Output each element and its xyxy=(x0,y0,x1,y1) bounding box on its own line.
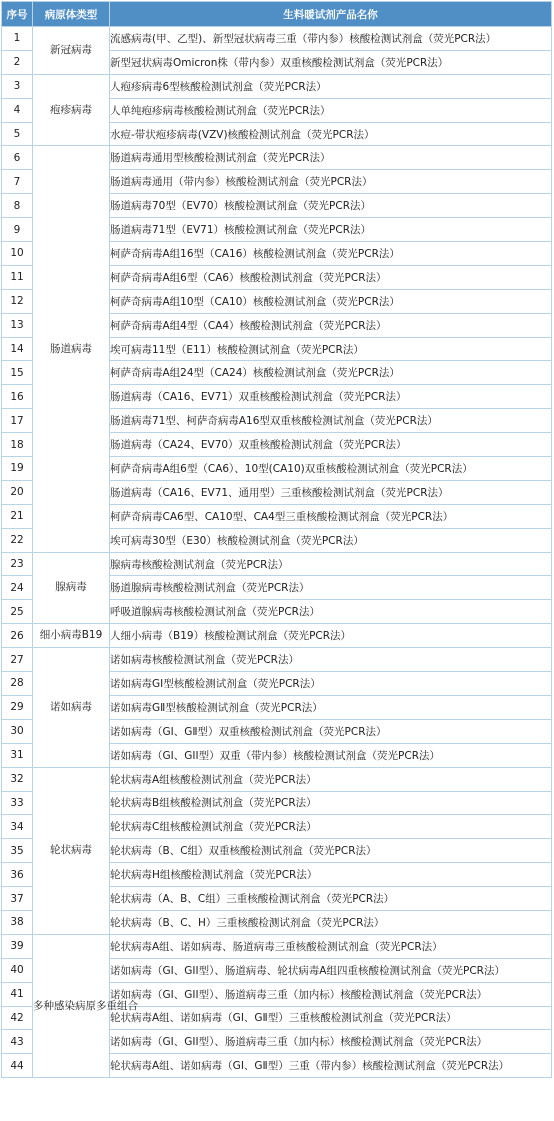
row-seq: 42 xyxy=(2,1006,33,1030)
product-name: 水痘-带状疱疹病毒(VZV)核酸检测试剂盒（荧光PCR法） xyxy=(110,122,552,146)
row-seq: 39 xyxy=(2,934,33,958)
row-seq: 35 xyxy=(2,839,33,863)
row-seq: 10 xyxy=(2,242,33,266)
row-seq: 17 xyxy=(2,409,33,433)
row-seq: 30 xyxy=(2,719,33,743)
product-name: 人单纯疱疹病毒核酸检测试剂盒（荧光PCR法） xyxy=(110,98,552,122)
pathogen-category: 诺如病毒 xyxy=(33,648,110,767)
pathogen-category: 细小病毒B19 xyxy=(33,624,110,648)
table-row xyxy=(2,146,552,170)
product-name: 流感病毒(甲、乙型)、新型冠状病毒三重（带内参）核酸检测试剂盒（荧光PCR法） xyxy=(110,27,552,51)
row-seq: 13 xyxy=(2,313,33,337)
row-seq: 15 xyxy=(2,361,33,385)
table-row xyxy=(2,648,552,672)
product-name: 轮状病毒A组、诺如病毒（GⅠ、GⅡ型）三重核酸检测试剂盒（荧光PCR法） xyxy=(110,1006,552,1030)
product-name: 柯萨奇病毒A组24型（CA24）核酸检测试剂盒（荧光PCR法） xyxy=(110,361,552,385)
row-seq: 26 xyxy=(2,624,33,648)
row-seq: 44 xyxy=(2,1054,33,1078)
product-name: 柯萨奇病毒A组10型（CA10）核酸检测试剂盒（荧光PCR法） xyxy=(110,289,552,313)
row-seq: 23 xyxy=(2,552,33,576)
table-body xyxy=(2,27,552,1078)
product-name: 轮状病毒（B、C组）双重核酸检测试剂盒（荧光PCR法） xyxy=(110,839,552,863)
table-row xyxy=(2,27,552,51)
product-name: 轮状病毒（A、B、C组）三重核酸检测试剂盒（荧光PCR法） xyxy=(110,887,552,911)
product-name: 轮状病毒A组、诺如病毒（GⅠ、GⅡ型）三重（带内参）核酸检测试剂盒（荧光PCR法） xyxy=(110,1054,552,1078)
product-name: 诺如病毒GⅠ型核酸检测试剂盒（荧光PCR法） xyxy=(110,672,552,696)
row-seq: 12 xyxy=(2,289,33,313)
pathogen-category: 疱疹病毒 xyxy=(33,74,110,146)
row-seq: 41 xyxy=(2,982,33,1006)
row-seq: 20 xyxy=(2,480,33,504)
pathogen-category: 多种感染病原多重组合 xyxy=(33,934,110,1077)
product-name: 诺如病毒（GⅠ、GⅡ型）双重核酸检测试剂盒（荧光PCR法） xyxy=(110,719,552,743)
product-name: 呼吸道腺病毒核酸检测试剂盒（荧光PCR法） xyxy=(110,600,552,624)
product-name: 腺病毒核酸检测试剂盒（荧光PCR法） xyxy=(110,552,552,576)
row-seq: 32 xyxy=(2,767,33,791)
row-seq: 40 xyxy=(2,958,33,982)
product-name: 轮状病毒H组核酸检测试剂盒（荧光PCR法） xyxy=(110,863,552,887)
table-header xyxy=(2,2,552,27)
row-seq: 22 xyxy=(2,528,33,552)
product-name: 轮状病毒（B、C、H）三重核酸检测试剂盒（荧光PCR法） xyxy=(110,910,552,934)
product-name: 新型冠状病毒Omicron株（带内参）双重核酸检测试剂盒（荧光PCR法） xyxy=(110,50,552,74)
row-seq: 7 xyxy=(2,170,33,194)
row-seq: 33 xyxy=(2,791,33,815)
row-seq: 2 xyxy=(2,50,33,74)
row-seq: 18 xyxy=(2,433,33,457)
pathogen-category: 肠道病毒 xyxy=(33,146,110,552)
pathogen-category: 轮状病毒 xyxy=(33,767,110,934)
product-name: 轮状病毒A组核酸检测试剂盒（荧光PCR法） xyxy=(110,767,552,791)
pathogen-category: 腺病毒 xyxy=(33,552,110,624)
product-name: 诺如病毒（GI、GII型）、肠道病毒、轮状病毒A组四重核酸检测试剂盒（荧光PCR法） xyxy=(110,958,552,982)
row-seq: 37 xyxy=(2,887,33,911)
product-name: 肠道病毒通用（带内参）核酸检测试剂盒（荧光PCR法） xyxy=(110,170,552,194)
table-row xyxy=(2,624,552,648)
row-seq: 27 xyxy=(2,648,33,672)
product-name: 肠道病毒70型（EV70）核酸检测试剂盒（荧光PCR法） xyxy=(110,194,552,218)
row-seq: 28 xyxy=(2,672,33,696)
row-seq: 38 xyxy=(2,910,33,934)
header-category: 病原体类型 xyxy=(33,2,110,27)
product-name: 肠道病毒通用型核酸检测试剂盒（荧光PCR法） xyxy=(110,146,552,170)
product-name: 肠道病毒（CA16、EV71）双重核酸检测试剂盒（荧光PCR法） xyxy=(110,385,552,409)
product-name: 诺如病毒（GI、GII型）、肠道病毒三重（加内标）核酸检测试剂盒（荧光PCR法） xyxy=(110,1030,552,1054)
pathogen-category: 新冠病毒 xyxy=(33,27,110,75)
row-seq: 25 xyxy=(2,600,33,624)
product-name: 肠道病毒（CA24、EV70）双重核酸检测试剂盒（荧光PCR法） xyxy=(110,433,552,457)
product-name: 人疱疹病毒6型核酸检测试剂盒（荧光PCR法） xyxy=(110,74,552,98)
row-seq: 16 xyxy=(2,385,33,409)
product-name: 柯萨奇病毒CA6型、CA10型、CA4型三重核酸检测试剂盒（荧光PCR法） xyxy=(110,504,552,528)
product-name: 柯萨奇病毒A组6型（CA6）核酸检测试剂盒（荧光PCR法） xyxy=(110,265,552,289)
product-name: 诺如病毒核酸检测试剂盒（荧光PCR法） xyxy=(110,648,552,672)
header-row xyxy=(2,2,552,27)
product-name: 轮状病毒A组、诺如病毒、肠道病毒三重核酸检测试剂盒（荧光PCR法） xyxy=(110,934,552,958)
table-row xyxy=(2,767,552,791)
product-name: 柯萨奇病毒A组4型（CA4）核酸检测试剂盒（荧光PCR法） xyxy=(110,313,552,337)
product-name: 埃可病毒11型（E11）核酸检测试剂盒（荧光PCR法） xyxy=(110,337,552,361)
table-row xyxy=(2,934,552,958)
product-name: 诺如病毒（GI、GII型）双重（带内参）核酸检测试剂盒（荧光PCR法） xyxy=(110,743,552,767)
row-seq: 6 xyxy=(2,146,33,170)
row-seq: 43 xyxy=(2,1030,33,1054)
row-seq: 29 xyxy=(2,695,33,719)
row-seq: 4 xyxy=(2,98,33,122)
product-name: 埃可病毒30型（E30）核酸检测试剂盒（荧光PCR法） xyxy=(110,528,552,552)
product-name: 诺如病毒GⅡ型核酸检测试剂盒（荧光PCR法） xyxy=(110,695,552,719)
row-seq: 11 xyxy=(2,265,33,289)
row-seq: 14 xyxy=(2,337,33,361)
product-name: 肠道病毒（CA16、EV71、通用型）三重核酸检测试剂盒（荧光PCR法） xyxy=(110,480,552,504)
table-row xyxy=(2,552,552,576)
row-seq: 24 xyxy=(2,576,33,600)
row-seq: 9 xyxy=(2,218,33,242)
product-name: 肠道病毒71型、柯萨奇病毒A16型双重核酸检测试剂盒（荧光PCR法） xyxy=(110,409,552,433)
row-seq: 8 xyxy=(2,194,33,218)
row-seq: 3 xyxy=(2,74,33,98)
product-table xyxy=(1,1,552,1078)
product-name: 诺如病毒（GI、GII型）、肠道病毒三重（加内标）核酸检测试剂盒（荧光PCR法） xyxy=(110,982,552,1006)
table-row xyxy=(2,74,552,98)
product-name: 柯萨奇病毒A组16型（CA16）核酸检测试剂盒（荧光PCR法） xyxy=(110,242,552,266)
header-seq: 序号 xyxy=(2,2,33,27)
row-seq: 34 xyxy=(2,815,33,839)
row-seq: 5 xyxy=(2,122,33,146)
row-seq: 19 xyxy=(2,457,33,481)
product-name: 轮状病毒C组核酸检测试剂盒（荧光PCR法） xyxy=(110,815,552,839)
row-seq: 1 xyxy=(2,27,33,51)
product-name: 轮状病毒B组核酸检测试剂盒（荧光PCR法） xyxy=(110,791,552,815)
product-name: 人细小病毒（B19）核酸检测试剂盒（荧光PCR法） xyxy=(110,624,552,648)
product-name: 柯萨奇病毒A组6型（CA6）、10型(CA10)双重核酸检测试剂盒（荧光PCR法） xyxy=(110,457,552,481)
row-seq: 36 xyxy=(2,863,33,887)
header-product-name: 生料暖试剂产品名你 xyxy=(110,2,552,27)
row-seq: 31 xyxy=(2,743,33,767)
product-name: 肠道腺病毒核酸检测试剂盒（荧光PCR法） xyxy=(110,576,552,600)
product-name: 肠道病毒71型（EV71）核酸检测试剂盒（荧光PCR法） xyxy=(110,218,552,242)
row-seq: 21 xyxy=(2,504,33,528)
